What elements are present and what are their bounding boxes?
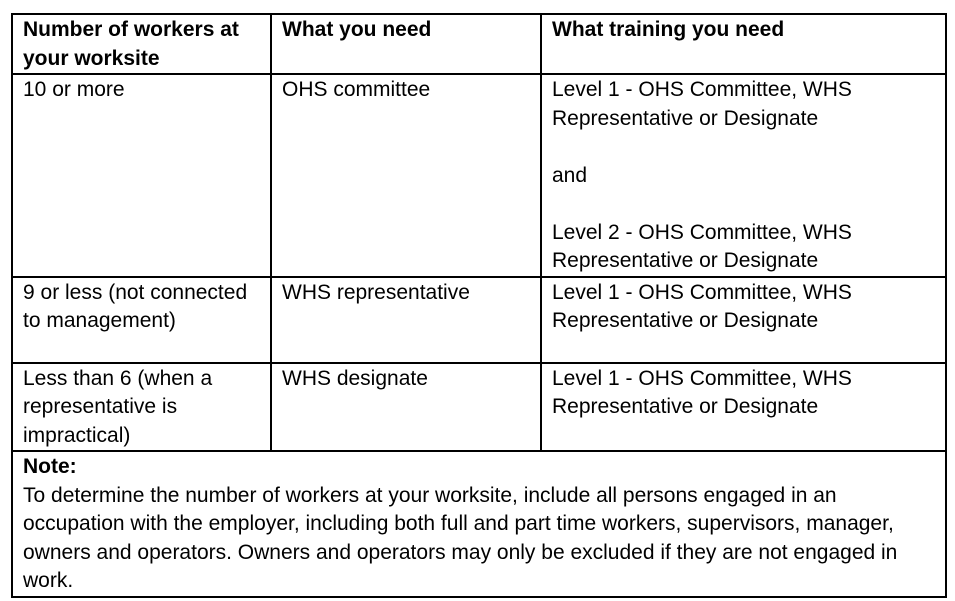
header-number-of-workers: Number of workers at your worksite [12, 14, 271, 74]
cell-need: OHS committee [271, 74, 541, 277]
cell-workers: 10 or more [12, 74, 271, 277]
note-row [12, 451, 946, 597]
table-header-row [12, 14, 946, 74]
training-line: Level 2 - OHS Committee, WHS Representative or Designate [552, 220, 852, 272]
spacer [552, 190, 935, 219]
note-text: To determine the number of workers at your worksite, include all persons engaged in an occupation with the employer, including both full and part time workers, supervisors, manager, owners and operators. Owners and operators may only be excluded if they are not engaged in work. [23, 483, 898, 592]
cell-workers: 9 or less (not connected to management) [12, 277, 271, 363]
header-what-training-you-need: What training you need [541, 14, 946, 74]
cell-need: WHS representative [271, 277, 541, 363]
cell-training [541, 363, 946, 452]
training-line: Level 1 - OHS Committee, WHS Representative or Designate [552, 280, 852, 332]
training-line: and [552, 163, 588, 187]
cell-workers: Less than 6 (when a representative is impractical) [12, 363, 271, 452]
note-cell [12, 451, 946, 597]
table-row [12, 74, 946, 277]
table-row [12, 277, 946, 363]
cell-need: WHS designate [271, 363, 541, 452]
cell-training [541, 277, 946, 363]
training-line: Level 1 - OHS Committee, WHS Representative or Designate [552, 366, 852, 418]
requirements-table [11, 13, 947, 598]
header-what-you-need: What you need [271, 14, 541, 74]
note-title: Note: [23, 455, 77, 478]
training-line: Level 1 - OHS Committee, WHS Representative or Designate [552, 78, 852, 130]
cell-training [541, 74, 946, 277]
table-row [12, 363, 946, 452]
spacer [552, 133, 935, 162]
